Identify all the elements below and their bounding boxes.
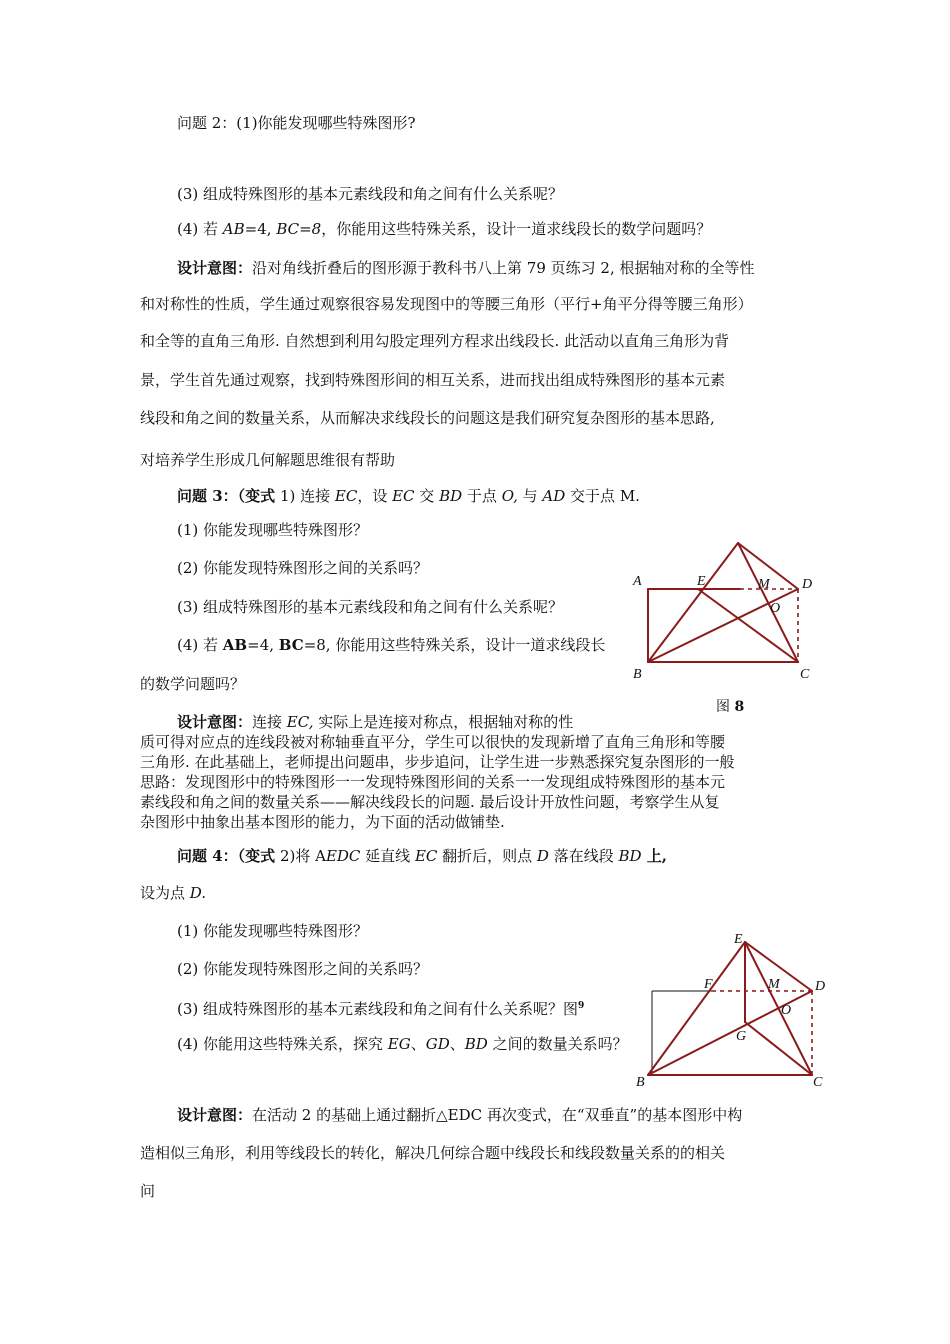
fig9-label-e: E [734, 932, 743, 947]
fig9-segment-ed [745, 942, 812, 991]
fig9-label-b: B [636, 1075, 645, 1090]
intent3-line-2: 造相似三角形，利用等线段长的转化，解决几何综合题中线段长和线段数量关系的的相关 [140, 1144, 726, 1162]
q2-line-4: (4) 若 AB=4, BC=8，你能用这些特殊关系，设计一道求线段长的数学问题吗？ [177, 220, 712, 238]
intent1-line-6: 对培养学生形成几何解题思维很有帮助 [140, 451, 396, 469]
fig8-label-e: E [697, 574, 706, 589]
intent2-line-4: 思路：发现图形中的特殊图形一一发现特殊图形间的关系一一发现组成特殊图形的基本元 [140, 773, 726, 791]
q4-item-1: (1) 你能发现哪些特殊图形？ [177, 922, 369, 940]
q2-line-1: 问题 2：(1)你能发现哪些特殊图形? [177, 114, 416, 132]
fig8-label-o: O [770, 601, 781, 616]
intent1-line-2: 和对称性的性质，学生通过观察很容易发现图中的等腰三角形（平行+角平分得等腰三角形） [140, 295, 753, 313]
intent2-line-5: 素线段和角之间的数量关系——解决线段长的问题. 最后设计开放性问题，考察学生从复 [140, 793, 720, 811]
fig8-label-c: C [800, 667, 810, 682]
intent3-line-3: 问 [140, 1182, 156, 1200]
q3-item-4: (4) 若 AB=4, BC=8, 你能用这些特殊关系，设计一道求线段长 [177, 636, 606, 654]
fig9-segment-be [648, 942, 745, 1075]
intent2-line-6: 杂图形中抽象出基本图形的能力，为下面的活动做铺垫. [140, 813, 505, 831]
q4-line-2: 设为点 D. [140, 884, 207, 902]
fig8-label-m: M [758, 577, 770, 592]
q3-item-1: (1) 你能发现哪些特殊图形？ [177, 521, 369, 539]
intent3-line-1: 设计意图：在活动 2 的基础上通过翻折△EDC 再次变式，在“双垂直”的基本图形中构 [177, 1106, 743, 1124]
intent1-line-3: 和全等的直角三角形. 自然想到利用勾股定理列方程求出线段长. 此活动以直角三角形为背 [140, 332, 730, 350]
fig9-label-c: C [813, 1075, 823, 1090]
fig9-segment-gc [745, 1022, 812, 1075]
fig9-segment-ec [745, 942, 812, 1075]
intent1-label: 设计意图： [177, 259, 253, 277]
fig8-segment-b-apex [648, 543, 738, 662]
intent2-line-3: 三角形. 在此基础上，老师提出问题串，步步追问，让学生进一步熟悉探究复杂图形的一般 [140, 753, 735, 771]
fig9-segment-bd [648, 991, 812, 1075]
q4-line-1: 问题 4：（变式 2)将 AEDC 延直线 EC 翻折后，则点 D 落在线段 BD 上, [177, 847, 668, 865]
fig8-segment-bd [648, 589, 798, 662]
fig8-segment-ec [698, 589, 798, 662]
fig9-label-d: D [815, 979, 826, 994]
intent1-line-4: 景，学生首先通过观察，找到特殊图形间的相互关系，进而找出组成特殊图形的基本元素 [140, 371, 726, 389]
fig8-segment-apex-d [738, 543, 798, 589]
q4-item-4: (4) 你能用这些特殊关系，探究 EG、GD、BD 之间的数量关系吗？ [177, 1035, 628, 1053]
q4-item-3: (3) 组成特殊图形的基本元素线段和角之间有什么关系呢？图$^9$ [177, 1000, 585, 1018]
q3-item-4-cont: 的数学问题吗？ [140, 675, 246, 693]
q3-item-2: (2) 你能发现特殊图形之间的关系吗？ [177, 559, 429, 577]
q3-item-3: (3) 组成特殊图形的基本元素线段和角之间有什么关系呢？ [177, 598, 564, 616]
intent2-label: 设计意图： [177, 713, 253, 731]
intent1-line-5: 线段和角之间的数量关系，从而解决求线段长的问题这是我们研究复杂图形的基本思路, [140, 409, 715, 427]
fig8-segment-apex-c [738, 543, 798, 662]
fig9-label-g: G [736, 1029, 747, 1044]
q3-line-1: 问题 3：（变式 1) 连接 EC，设 EC 交 BD 于点 O, 与 AD 交于点 M. [177, 487, 640, 505]
q4-item-2: (2) 你能发现特殊图形之间的关系吗？ [177, 960, 429, 978]
fig9-label-f: F [704, 977, 713, 992]
q2-line-3: (3) 组成特殊图形的基本元素线段和角之间有什么关系呢？ [177, 185, 564, 203]
intent1-line-1: 设计意图：沿对角线折叠后的图形源于教科书八上第 79 页练习 2, 根据轴对称的全等性 [177, 259, 755, 277]
fig8-label-b: B [633, 667, 642, 682]
fig8-label-d: D [802, 577, 813, 592]
fig8-caption: 图 8 [716, 699, 745, 715]
intent2-line-1: 设计意图：连接 EC, 实际上是连接对称点，根据轴对称的性 [177, 713, 574, 731]
fig8-label-a: A [633, 574, 642, 589]
fig9-label-m: M [768, 977, 780, 992]
intent3-label: 设计意图： [177, 1106, 253, 1124]
intent2-line-2: 质可得对应点的连线段被对称轴垂直平分，学生可以很快的发现新增了直角三角形和等腰 [140, 733, 726, 751]
fig9-label-o: O [781, 1003, 792, 1018]
